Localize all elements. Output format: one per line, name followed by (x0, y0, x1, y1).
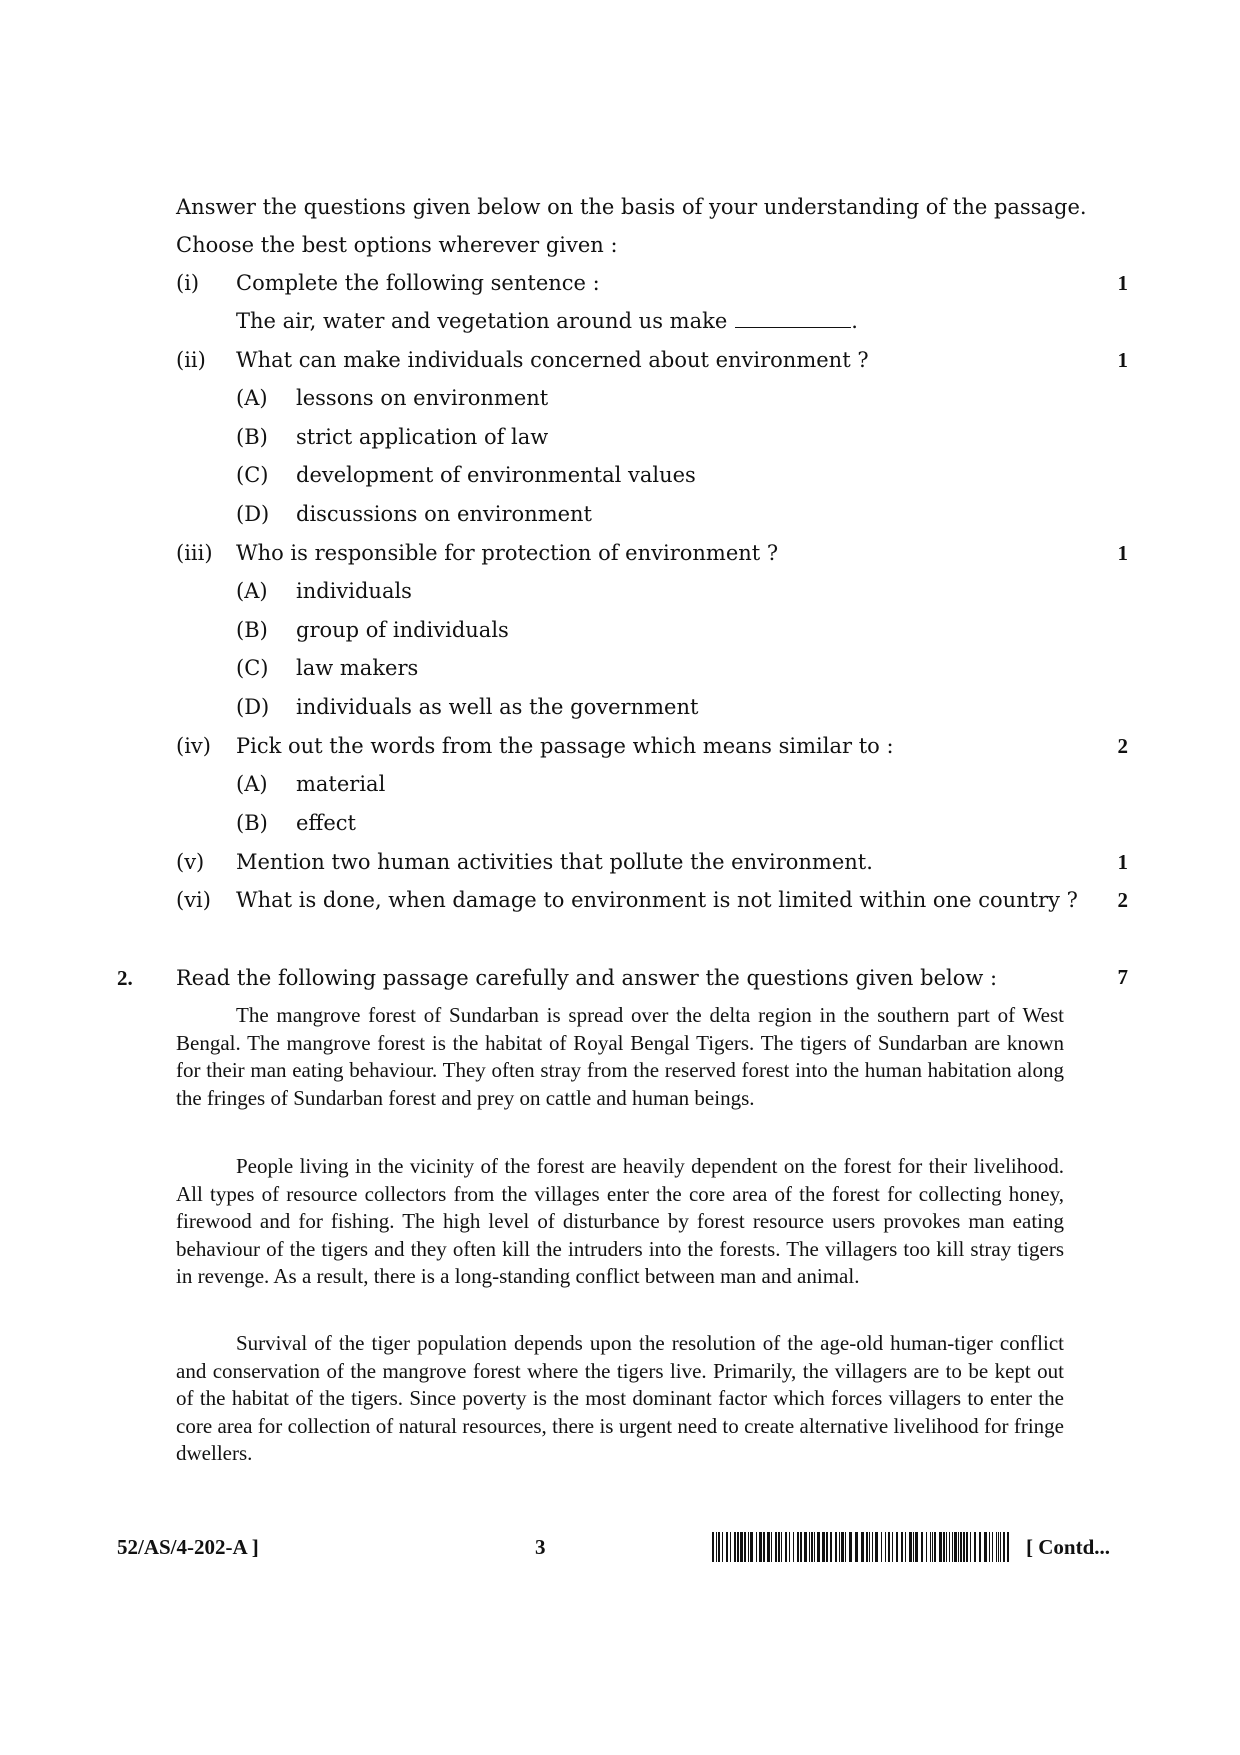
q-iii-number: (iii) (176, 541, 213, 565)
q-v-number: (v) (176, 850, 205, 874)
q-v-marks: 1 (1117, 850, 1128, 874)
q-i-sentence-text: The air, water and vegetation around us make (236, 309, 728, 333)
q-i-marks: 1 (1117, 271, 1128, 295)
q-iii-option-b: group of individuals (296, 618, 509, 642)
passage-paragraph-3: Survival of the tiger population depends upon the resolution of the age-old human-tiger conflict and conservation of the mangrove forest where the tigers live. Primarily, the villagers are to be kept out of the habitat of the tigers. Since poverty is the most dominant factor which forces villagers to enter the core area for collection of natural resources, there is urgent need to create alternative livelihood for fringe dwellers. (176, 1331, 1064, 1465)
q2-marks: 7 (1117, 965, 1128, 989)
q-ii-option-c-label: (C) (236, 463, 269, 487)
q-iv-marks: 2 (1117, 734, 1128, 758)
answer-blank (735, 309, 851, 328)
q-i-number: (i) (176, 271, 200, 295)
q-ii-option-b-label: (B) (236, 425, 268, 449)
intro-line-2: Choose the best options wherever given : (176, 233, 618, 257)
q-ii-text: What can make individuals concerned about environment ? (236, 348, 869, 372)
q-iii-option-d-label: (D) (236, 695, 270, 719)
q-iv-option-a-label: (A) (236, 772, 268, 796)
passage-paragraph-2: People living in the vicinity of the forest are heavily dependent on the forest for their livelihood. All types of resource collectors from the villages enter the core area of the forest for collecting honey, firewood and for fishing. The high level of disturbance by forest resource users provokes man eating behaviour of the tigers and they often kill the intruders into the forests. The villagers too kill stray tigers in revenge. As a result, there is a long-standing conflict between man and animal. (176, 1154, 1064, 1288)
intro-line-1: Answer the questions given below on the basis of your understanding of the passage. (176, 195, 1087, 219)
q-ii-option-c: development of environmental values (296, 463, 696, 487)
q-iii-marks: 1 (1117, 541, 1128, 565)
q-iii-option-a: individuals (296, 579, 412, 603)
q-iv-option-b: effect (296, 811, 356, 835)
q-ii-option-a: lessons on environment (296, 386, 549, 410)
q-vi-marks: 2 (1117, 888, 1128, 912)
q-iii-option-d: individuals as well as the government (296, 695, 699, 719)
q2-instruction: Read the following passage carefully and answer the questions given below : (176, 966, 998, 990)
q-ii-option-d-label: (D) (236, 502, 270, 526)
q-i-sentence-end: . (851, 309, 858, 333)
q-ii-number: (ii) (176, 348, 206, 372)
q-iii-option-c-label: (C) (236, 656, 269, 680)
barcode (712, 1532, 1012, 1562)
q-iv-option-b-label: (B) (236, 811, 268, 835)
q-iv-option-a: material (296, 772, 386, 796)
q-vi-text: What is done, when damage to environment is not limited within one country ? (236, 888, 1078, 912)
q-ii-option-a-label: (A) (236, 386, 268, 410)
q-ii-marks: 1 (1117, 348, 1128, 372)
footer-contd: [ Contd... (1026, 1535, 1111, 1559)
q-vi-number: (vi) (176, 888, 211, 912)
q-i-sentence (236, 309, 858, 333)
passage-paragraph-1: The mangrove forest of Sundarban is spread over the delta region in the southern part of West Bengal. The mangrove forest is the habitat of Royal Bengal Tigers. The tigers of Sundarban are known for their man eating behaviour. They often stray from the reserved forest into the human habitation along the fringes of Sundarban forest and prey on cattle and human beings. (176, 1003, 1064, 1110)
q-v-text: Mention two human activities that pollute the environment. (236, 850, 873, 874)
q-ii-option-d: discussions on environment (296, 502, 592, 526)
q-iii-option-c: law makers (296, 656, 419, 680)
q-iii-text: Who is responsible for protection of environment ? (236, 541, 779, 565)
footer-page-number: 3 (535, 1535, 546, 1559)
q-iii-option-a-label: (A) (236, 579, 268, 603)
q-ii-option-b: strict application of law (296, 425, 549, 449)
q-iv-number: (iv) (176, 734, 211, 758)
footer-paper-code: 52/AS/4-202-A ] (117, 1535, 259, 1559)
q2-number: 2. (117, 966, 133, 990)
q-iv-text: Pick out the words from the passage which means similar to : (236, 734, 894, 758)
q-i-text: Complete the following sentence : (236, 271, 600, 295)
q-iii-option-b-label: (B) (236, 618, 268, 642)
